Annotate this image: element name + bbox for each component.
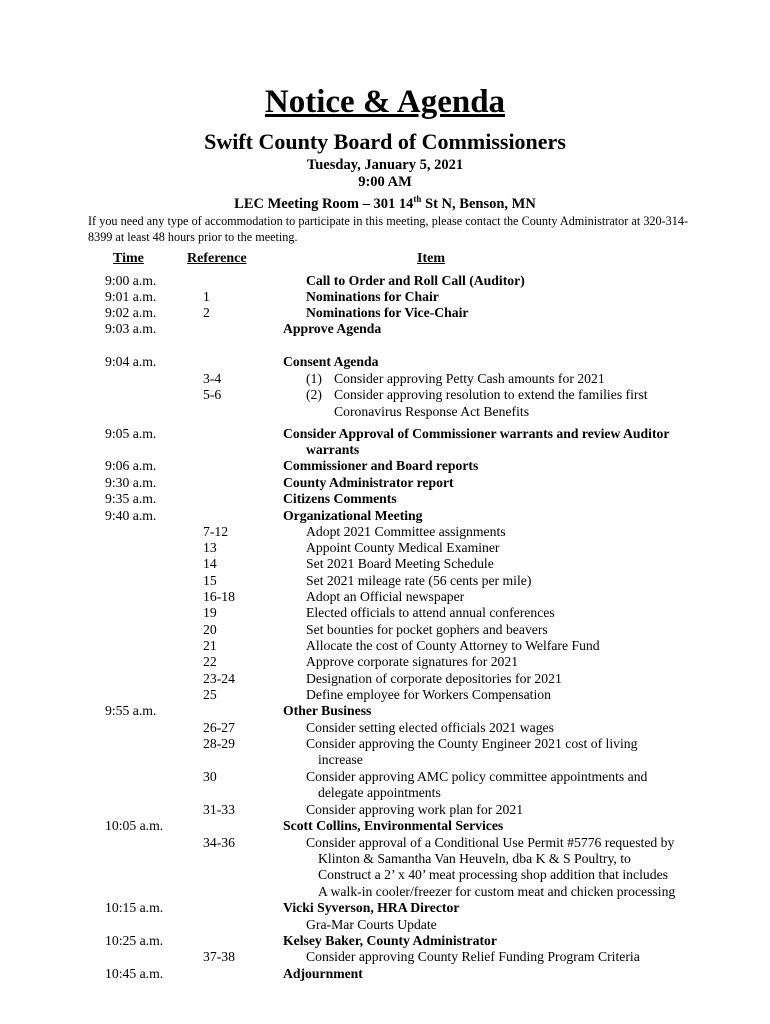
agenda-item: Consider Approval of Commissioner warrants and review Auditor [283,426,670,441]
column-item: Item [417,251,445,266]
consent-number: (1) [306,371,322,386]
column-reference: Reference [187,251,247,266]
agenda-section: Kelsey Baker, County Administrator [283,933,497,948]
time-entry: 10:25 a.m. [105,933,164,948]
agenda-item-continued: Klinton & Samantha Van Heuveln, dba K & S Poultry, to [318,851,631,866]
time-entry: 10:45 a.m. [105,966,164,981]
agenda-item-continued: increase [318,752,363,767]
agenda-section: Organizational Meeting [283,508,423,523]
time-entry: 10:15 a.m. [105,900,164,915]
reference-entry: 26-27 [203,720,235,735]
agenda-item: Consider approving resolution to extend the families first [334,387,648,402]
time-entry: 9:40 a.m. [105,508,157,523]
location-text-2: St N, Benson, MN [421,195,536,212]
reference-entry: 31-33 [203,802,235,817]
agenda-item-continued: warrants [306,442,360,457]
time-entry: 9:04 a.m. [105,354,157,369]
agenda-item: Define employee for Workers Compensation [306,687,551,702]
reference-entry: 16-18 [203,589,235,604]
time-entry: 9:02 a.m. [105,305,157,320]
agenda-item: County Administrator report [283,475,454,490]
agenda-item: Set 2021 mileage rate (56 cents per mile) [306,573,532,588]
agenda-item: Consider approving the County Engineer 2021 cost of living [306,736,638,751]
reference-entry: 13 [203,540,217,555]
agenda-item: Consider setting elected officials 2021 wages [306,720,554,735]
time-entry: 9:55 a.m. [105,703,157,718]
meeting-date: Tuesday, January 5, 2021 [306,157,464,173]
agenda-item: Consider approving AMC policy committee appointments and [306,769,648,784]
accommodation-notice: If you need any type of accommodation to participate in this meeting, please contact the County Administrator at 320-314-8399 at least 48 hours prior to the meeting. [88,214,688,244]
agenda-item: Nominations for Chair [306,289,439,304]
agenda-item: Set bounties for pocket gophers and beavers [306,622,548,637]
reference-entry: 14 [203,556,217,571]
agenda-item-continued: Coronavirus Response Act Benefits [334,404,530,419]
agenda-section: Scott Collins, Environmental Services [283,818,504,833]
reference-entry: 2 [203,305,210,320]
location-text: LEC Meeting Room – 301 14 [234,195,414,212]
consent-number: (2) [306,387,322,402]
agenda-item: Approve Agenda [283,321,382,336]
reference-entry: 3-4 [203,371,222,386]
agenda-item-continued: delegate appointments [318,785,441,800]
meeting-time: 9:00 AM [358,174,412,190]
column-time: Time [113,251,144,266]
agenda-item: Commissioner and Board reports [283,458,479,473]
reference-entry: 7-12 [203,524,229,539]
agenda-item: Adopt an Official newspaper [306,589,465,604]
time-entry: 9:00 a.m. [105,273,157,288]
location-sup: th [413,194,422,204]
agenda-item: Consider approving work plan for 2021 [306,802,524,817]
agenda-item: Nominations for Vice-Chair [306,305,469,320]
agenda-item: Designation of corporate depositories for 2021 [306,671,562,686]
agenda-item: Elected officials to attend annual conferences [306,605,555,620]
meeting-location [0,190,770,213]
board-name: Swift County Board of Commissioners [204,129,566,154]
reference-entry: 15 [203,573,217,588]
reference-entry: 19 [203,605,217,620]
agenda-section: Vicki Syverson, HRA Director [283,900,460,915]
agenda-item: Set 2021 Board Meeting Schedule [306,556,494,571]
reference-entry: 20 [203,622,217,637]
agenda-item: Call to Order and Roll Call (Auditor) [306,273,525,288]
reference-entry: 21 [203,638,217,653]
time-entry: 9:30 a.m. [105,475,157,490]
agenda-item: Citizens Comments [283,491,397,506]
time-entry: 9:06 a.m. [105,458,157,473]
agenda-item: Approve corporate signatures for 2021 [306,654,519,669]
reference-entry: 22 [203,654,217,669]
reference-entry: 25 [203,687,217,702]
time-entry: 10:05 a.m. [105,818,164,833]
reference-entry: 23-24 [203,671,235,686]
agenda-title: Notice & Agenda [264,84,506,120]
agenda-item: Allocate the cost of County Attorney to Welfare Fund [306,638,600,653]
reference-entry: 28-29 [203,736,235,751]
agenda-item-continued: Construct a 2’ x 40’ meat processing shop addition that includes [318,867,668,882]
reference-entry: 37-38 [203,949,235,964]
agenda-item: Adopt 2021 Committee assignments [306,524,506,539]
agenda-section: Adjournment [283,966,363,981]
agenda-item: Consider approving Petty Cash amounts for 2021 [334,371,605,386]
agenda-item: Consider approval of a Conditional Use Permit #5776 requested by [306,835,675,850]
agenda-section: Consent Agenda [283,354,379,369]
time-entry: 9:35 a.m. [105,491,157,506]
reference-entry: 30 [203,769,217,784]
time-entry: 9:05 a.m. [105,426,157,441]
agenda-item: Appoint County Medical Examiner [306,540,500,555]
agenda-section: Other Business [283,703,372,718]
agenda-item: Gra-Mar Courts Update [306,917,437,932]
reference-entry: 1 [203,289,210,304]
agenda-item: Consider approving County Relief Funding Program Criteria [306,949,640,964]
reference-entry: 34-36 [203,835,235,850]
time-entry: 9:03 a.m. [105,321,157,336]
reference-entry: 5-6 [203,387,222,402]
time-entry: 9:01 a.m. [105,289,157,304]
agenda-item-continued: A walk-in cooler/freezer for custom meat and chicken processing [318,884,676,899]
